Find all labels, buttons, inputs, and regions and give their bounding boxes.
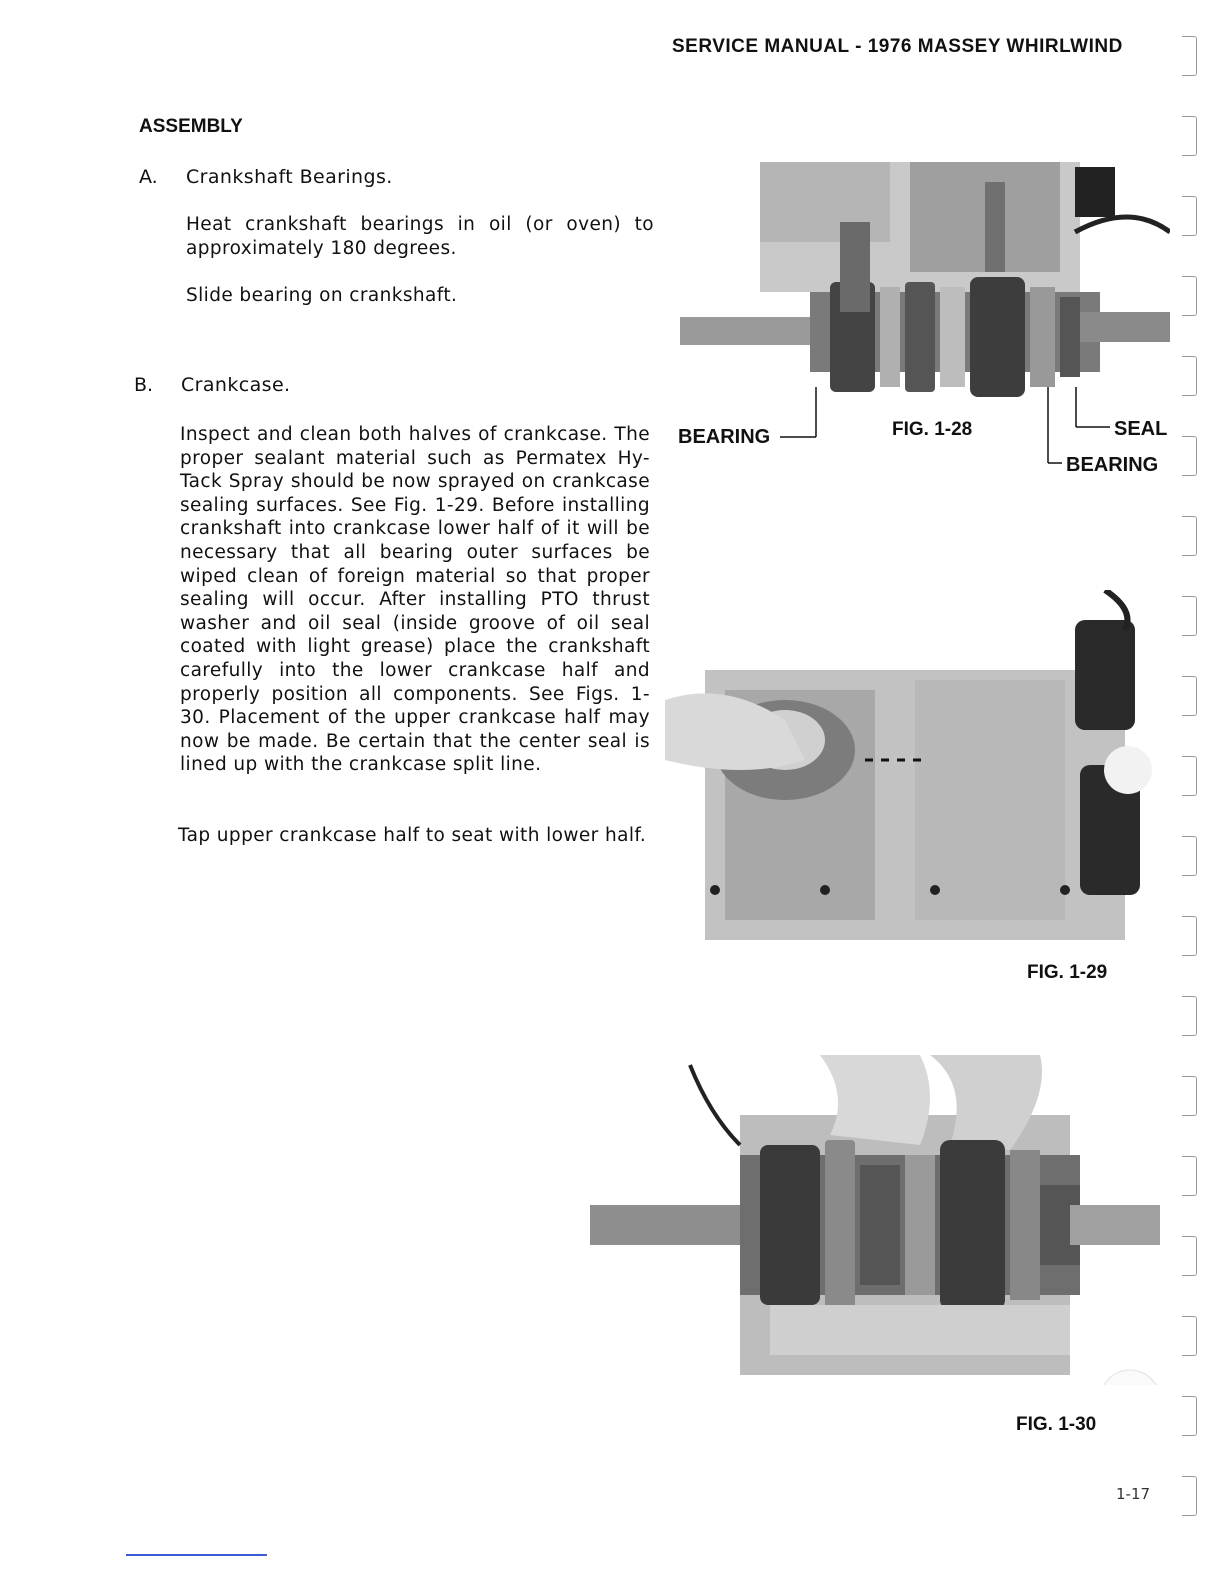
page-header: SERVICE MANUAL - 1976 MASSEY WHIRLWIND — [672, 36, 1123, 57]
callout-bearing-left: BEARING — [678, 426, 771, 448]
fig-1-29-photo — [665, 590, 1165, 955]
fig-1-28-label: FIG. 1-28 — [892, 419, 973, 440]
callout-bearing-right: BEARING — [1066, 454, 1159, 476]
item-b-letter: B. — [134, 374, 154, 396]
item-a-paragraph-2: Slide bearing on crankshaft. — [186, 285, 458, 306]
page-number: 1-17 — [1116, 1485, 1151, 1503]
bottom-link-underline — [126, 1554, 267, 1556]
item-a-letter: A. — [139, 166, 158, 188]
section-title: ASSEMBLY — [139, 116, 243, 137]
item-a-paragraph-1: Heat crankshaft bearings in oil (or oven) to approximately 180 degrees. — [186, 214, 654, 259]
item-a-title: Crankshaft Bearings. — [186, 166, 393, 188]
item-b-paragraph-2: Tap upper crankcase half to seat with lower half. — [178, 825, 647, 846]
callout-seal: SEAL — [1114, 418, 1168, 440]
fig-1-30-label: FIG. 1-30 — [1016, 1414, 1097, 1435]
item-b-title: Crankcase. — [181, 374, 291, 396]
fig-1-30-photo — [590, 1055, 1160, 1385]
fig-1-29-label: FIG. 1-29 — [1027, 962, 1108, 983]
item-b-paragraph-1: Inspect and clean both halves of crankcase. The proper sealant material such as Permatex Hy-Tack Spray should be now sprayed on crankcase sealing surfaces. See Fig. 1-29. Before installing crankshaft into crankcase lower half of it will be necessary that all bearing outer surfaces be wiped clean of foreign material so that proper sealing will occur. After installing PTO thrust washer and oil seal (inside groove of oil seal coated with light grease) place the crankshaft carefully into the lower crankcase half and properly position all components. See Figs. 1-30. Placement of the upper crankcase half may now be made. Be certain that the center seal is lined up with the crankcase split line. — [180, 424, 650, 776]
